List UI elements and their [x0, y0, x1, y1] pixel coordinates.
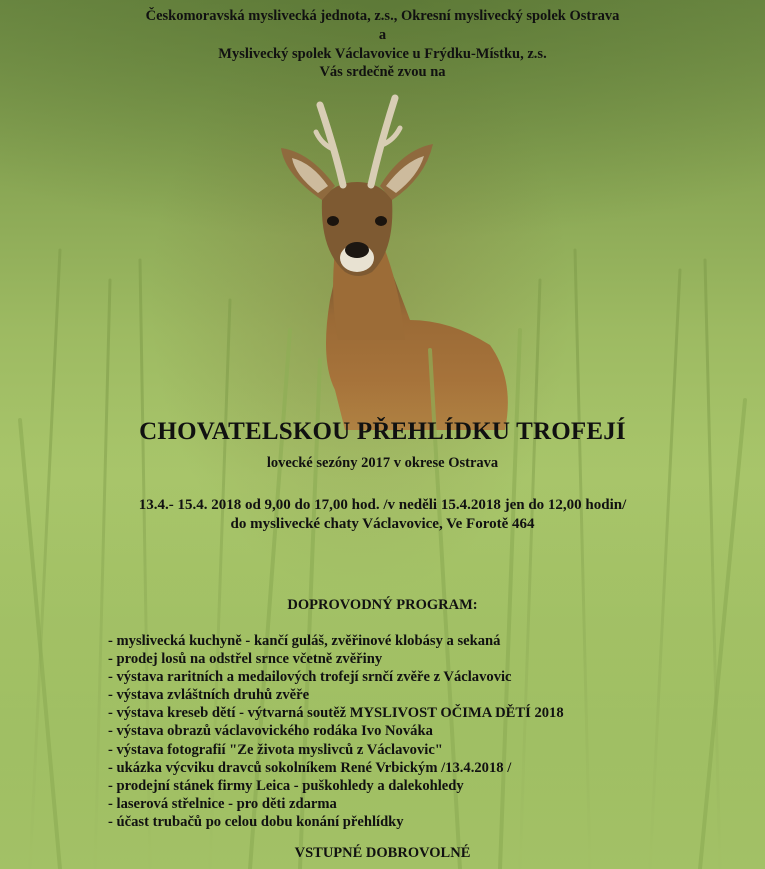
event-subtitle: lovecké sezóny 2017 v okrese Ostrava — [266, 455, 499, 471]
program-item: - myslivecká kuchyně - kančí guláš, zvěřinové klobásy a sekaná — [108, 633, 501, 649]
program-list — [108, 632, 748, 831]
program-item: - výstava raritních a medailových trofejí srnčí zvěře z Václavovic — [108, 669, 512, 686]
organizer-conjunction: a — [378, 27, 387, 43]
organizer-line-1: Českomoravská myslivecká jednota, z.s., Okresní myslivecký spolek Ostrava — [145, 8, 620, 24]
event-venue: do myslivecké chaty Václavovice, Ve Forotě 464 — [230, 516, 535, 532]
program-item: - výstava fotografií "Ze života myslivců z Václavovic" — [108, 741, 443, 758]
program-item: - výstava obrazů václavovického rodáka Ivo Nováka — [108, 723, 433, 740]
program-item: - prodej losů na odstřel srnce včetně zvěřiny — [108, 651, 383, 668]
program-item: - laserová střelnice - pro děti zdarma — [108, 795, 337, 812]
program-item: - účast trubačů po celou dobu konání přehlídky — [108, 813, 404, 830]
program-item: - výstava zvláštních druhů zvěře — [108, 687, 310, 704]
program-heading: DOPROVODNÝ PROGRAM: — [287, 597, 478, 613]
event-title: CHOVATELSKOU PŘEHLÍDKU TROFEJÍ — [139, 418, 626, 445]
organizer-line-2: Myslivecký spolek Václavovice u Frýdku-Místku, z.s. — [218, 46, 547, 62]
program-item: - výstava kreseb dětí - výtvarná soutěž MYSLIVOST OČIMA DĚTÍ 2018 — [108, 705, 564, 722]
program-item: - ukázka výcviku dravců sokolníkem René Vrbickým /13.4.2018 / — [108, 759, 512, 776]
admission-note: VSTUPNÉ DOBROVOLNÉ — [294, 845, 471, 861]
event-dates: 13.4.- 15.4. 2018 od 9,00 do 17,00 hod. /v neděli 15.4.2018 jen do 12,00 hodin/ — [138, 497, 627, 513]
program-item: - prodejní stánek firmy Leica - puškohledy a dalekohledy — [108, 777, 464, 794]
invitation-text: Vás srdečně zvou na — [319, 64, 446, 80]
